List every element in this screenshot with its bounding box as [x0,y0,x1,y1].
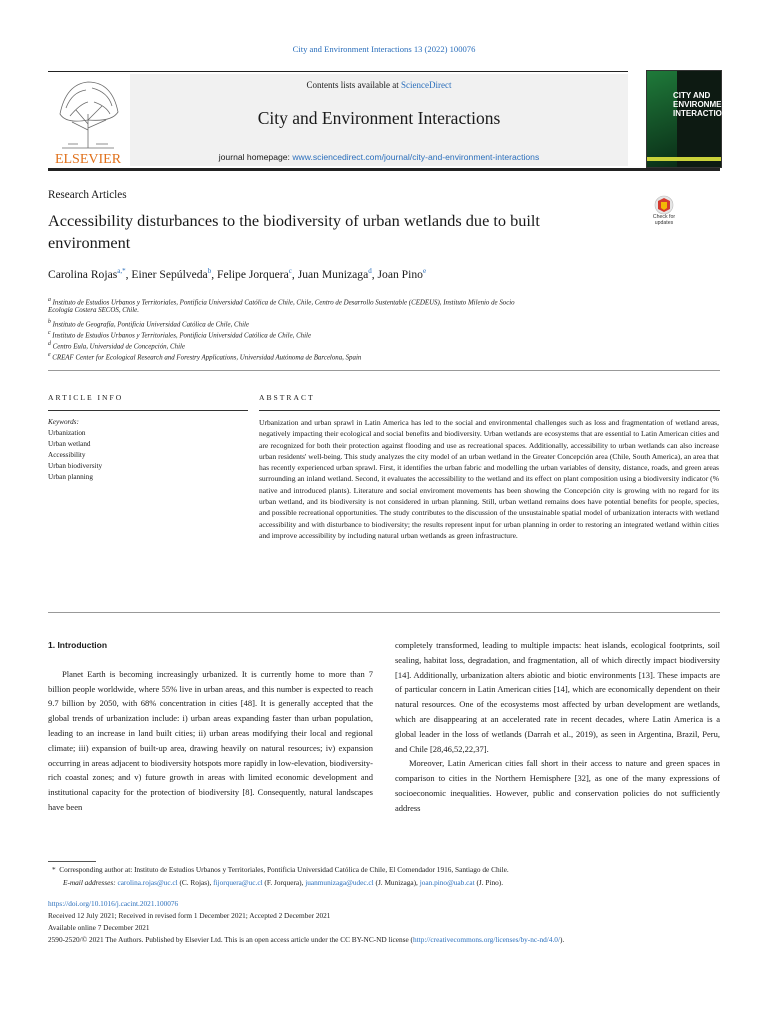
footnote-rule [48,861,96,862]
elsevier-tree-icon [48,74,128,166]
license-link[interactable]: http://creativecommons.org/licenses/by-nc-nd/4.0/ [413,935,560,944]
abstract-rule [259,410,720,411]
author-affil-link[interactable]: a,* [117,267,126,275]
cover-title: CITY AND ENVIRONMENT INTERACTIONS [673,91,733,118]
section-divider [48,370,720,371]
affiliation: $^c$ Instituto de Estudios Urbanos y Territoriales, Pontificia Universidad Católica de Chile, Chile [48,330,312,340]
right-column [395,638,720,816]
masthead-bottom-rule [48,168,720,171]
author-name: Felipe Jorquera [217,267,289,281]
keyword: Urban planning [48,473,93,481]
keyword: Accessibility [48,451,86,459]
body-paragraph: completely transformed, leading to multiple impacts: heat islands, ecological footprints, soil sealing, habitat loss, degradation, and fragmentation, all of which directly impact biodiversity [14]. Additionally, urbanization alters abiotic and biotic environments [13]. These impacts are of particular concern in Latin American cities [14], which are economically dependent on their natural resources. One of the ecosystems most affected by urban development are wetlands, which are disappearing at an accelerated rate in recent decades, where Latin America is a global leader in the loss of wetlands (Darrah et al., 2019), as seen in Argentina, Brazil, Peru, and Chile [28,46,52,22,37]. [395,640,720,754]
body-divider [48,612,720,613]
abstract-heading: ABSTRACT [259,393,315,402]
affiliation: Ecología Costera SECOS, Chile. [48,307,139,314]
abstract-text: Urbanization and urban sprawl in Latin America has led to the social and environmental challenges such as loss and fragmentation of wetland areas, negatively impacting their ecological and social benefits and biodiversity. Urban wetlands are ecosystems that are essential to Latin American cities and are recognized for both their protection against flooding and use as recreational spaces. Additionally, accessibility to urban wetlands can also increase urban residents' well-being. This study analyzes the city model of an urban wetland in the Greater Concepción area (Chile, South America), an area that has recently experienced urban sprawl. First, it identifies the urban fabric and modelling the urban variables of density, distance, roads, and green areas surrounding an inland wetland. Second, it evaluates the accessibility to the wetland and its effect on plant composition using a biodiversity indicator (% native and introduced plants). Literature and social enviroment movements has been showing the Concepción city is growing with no regard for its urban wetland, and its biodiversity is not considered in urban planning. Still, urban wetland remains does have potential benefits for people, species, and possible recreational opportunities. The study contributes to the discussion of the unsustainable spatial model of urbanization interacts with wetland accessibility and with disturbance to biodiversity; the results represent input for urban planning in order to restoring an integrated wetland within cities and improve accessibility by including natural urban wetlands as green infrastructure. [259,418,719,540]
check-updates-label: Check for updates [652,214,676,226]
contents-line: Contents lists available at ScienceDirect [306,80,452,90]
article-title: Accessibility disturbances to the biodiversity of urban wetlands due to built environment [48,211,540,252]
masthead-top-rule [48,71,628,72]
info-rule [48,410,248,411]
elsevier-logo [48,74,128,166]
article-info-heading: ARTICLE INFO [48,393,124,402]
journal-citation[interactable]: City and Environment Interactions 13 (2022) 100076 [292,44,476,54]
body-paragraph: Moreover, Latin American cities fall short in their access to nature and green spaces in comparison to cities in the Northern Hemisphere [32], as one of the many expressions of socioeconomic inequalities. However, public and conservation policies do not sufficiently address [395,758,720,813]
received-dates: Received 12 July 2021; Received in revised form 1 December 2021; Accepted 2 December 2021 [48,911,331,920]
journal-homepage-link[interactable]: www.sciencedirect.com/journal/city-and-environment-interactions [292,152,540,162]
author-affil-link[interactable]: e [422,267,427,275]
email-link[interactable]: carolina.rojas@uc.cl [117,878,178,887]
corresponding-footnote: * Corresponding author at: Instituto de Estudios Urbanos y Territoriales, Pontificia Universidad Católica de Chile, El Comendador 1916, Santiago de Chile. [52,865,509,874]
check-for-updates-badge[interactable] [646,195,682,229]
journal-homepage: journal homepage: www.sciencedirect.com/journal/city-and-environment-interactions [218,152,540,162]
doi-link[interactable]: https://doi.org/10.1016/j.cacint.2021.100076 [48,899,179,908]
license-note: 2590-2520/© 2021 The Authors. Published by Elsevier Ltd. This is an open access article under the CC BY-NC-ND license (http://creativecommons.org/licenses/by-nc-nd/4.0/). [48,935,565,944]
journal-cover-image[interactable] [646,70,733,168]
body-paragraph: Planet Earth is becoming increasingly urbanized. It is currently home to more than 7 billion people worldwide, where 55% live in urban areas, and this number is expected to reach 9.7 billion by 2050, with 68% concentration in cities [48]. It is generally accepted that the global trends of urbanization include: i) urban areas expanding faster than urban population, leading to an increase in land built cities; ii) urban areas modifying their local and regional climate; iii) expansion of built-up area, drawing heavily on natural resources; iv) expansion occurring in areas adjacent to biodiversity hotspots more rapidly in low-elevation, biodiversity-rich coastal zones; and v) future growth in areas with limited economic development and institutional capacity for the protection of biodiversity [8]. Consequently, natural landscapes have been [48,668,373,812]
keyword: Urban biodiversity [48,462,103,470]
article-section: Research Articles [48,189,127,201]
email-link[interactable]: joan.pino@uab.cat [419,878,475,887]
keyword: Urbanization [48,429,86,437]
sciencedirect-link[interactable]: ScienceDirect [401,80,452,90]
affiliation: $^a$ Instituto de Estudios Urbanos y Territoriales, Pontificia Universidad Católica de Chile, Chile, Centro de Desarrollo Sustentable (CEDEUS), Instituto Milenio de Socio [48,297,515,307]
email-footnote: E-mail addresses: carolina.rojas@uc.cl (C. Rojas), fijorquera@uc.cl (F. Jorquera), juanmunizaga@udec.cl (J. Munizaga), joan.pino@uab.cat (J. Pino). [63,878,504,887]
affiliation: $^d$ Centro Eula, Universidad de Concepción, Chile [48,341,185,351]
journal-title: City and Environment Interactions [257,108,501,128]
email-link[interactable]: juanmunizaga@udec.cl [305,878,374,887]
author-name: Juan Munizaga [297,267,369,281]
author-list: Carolina Rojas$^{a,*}$, Einer Sepúlveda$^b$, Felipe Jorquera$^c$, Juan Munizaga$^d$, Joan Pino$^e$ [48,267,427,281]
available-online: Available online 7 December 2021 [48,923,150,932]
author-name: Joan Pino [377,267,423,281]
affiliation: $^b$ Instituto de Geografía, Pontificia Universidad Católica de Chile, Chile [48,319,249,329]
svg-text:ELSEVIER: ELSEVIER [54,152,122,167]
author-affil-link[interactable]: c [288,267,292,275]
section-heading-introduction: 1. Introduction [48,640,108,650]
author-name: Carolina Rojas [48,267,118,281]
email-link[interactable]: fijorquera@uc.cl [213,878,263,887]
author-affil-link[interactable]: d [368,267,372,275]
author-name: Einer Sepúlveda [131,267,208,281]
keywords-label: Keywords: [48,418,79,426]
left-column [48,638,373,815]
keyword: Urban wetland [48,440,91,448]
author-affil-link[interactable]: b [207,267,212,275]
affiliation: $^e$ CREAF Center for Ecological Research and Forestry Applications, Universidad Autónoma de Barcelona, Spain [48,352,362,362]
